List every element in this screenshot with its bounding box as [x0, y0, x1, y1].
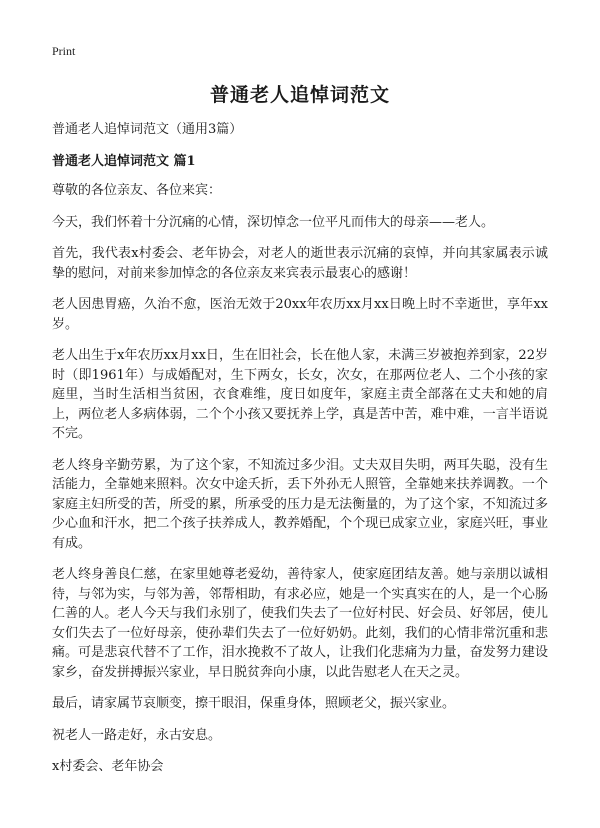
signature-line: x村委会、老年协会 [52, 759, 164, 774]
farewell-paragraph: 祝老人一路走好，永古安息。 [52, 727, 222, 743]
hardship-paragraph: 老人终身辛勤劳累，为了这个家，不知流过多少泪。丈夫双目失明，两耳失聪，没有生活能力，全靠她来照料。次女中途夭折，丢下外孙无人照管，全靠她来扶养调教。一个家庭主妇所受的苦，所受的累，所承受的压力是无法衡量的，为了这个家，不知流过多少心血和汗水，把二个孩子扶养成人，教养婚配，个个现已成家立业，家庭兴旺，事业有成。 [52, 457, 548, 551]
character-paragraph: 老人终身善良仁慈，在家里她尊老爱幼，善待家人，使家庭团结友善。她与亲朋以诚相待，与邻为实，与邻为善，邻帮相助，有求必应，她是一个实真实在的人，是一个心肠仁善的人。老人今天与我们永别了，使我们失去了一位好村民、好会员、好邻居，使儿女们失去了一位好母亲，使孙辈们失去了一位好奶奶。此刻，我们的心情非常沉重和悲痛。可是悲哀代替不了工作，泪水挽救不了故人，让我们化悲痛为力量，奋发努力建设家乡，奋发拼搏振兴家业，早日脱贫奔向小康，以此告慰老人在天之灵。 [52, 567, 548, 680]
print-link[interactable]: Print [52, 44, 76, 58]
passing-paragraph: 老人因患胃癌，久治不愈，医治无效于20xx年农历xx月xx日晚上时不幸逝世，享年xx岁。 [52, 297, 548, 332]
section-heading: 普通老人追悼词范文 篇1 [52, 154, 196, 169]
document-subtitle: 普通老人追悼词范文（通用3篇） [52, 122, 243, 137]
document-title: 普通老人追悼词范文 [209, 84, 390, 106]
greeting-paragraph: 尊敬的各位亲友、各位来宾： [52, 183, 222, 198]
closing-paragraph: 最后，请家属节哀顺变，擦干眼泪，保重身体，照顾老父，振兴家业。 [52, 696, 456, 711]
biography-paragraph: 老人出生于x年农历xx月xx日，生在旧社会，长在他人家，未满三岁被抱养到家，22岁时（即1961年）与成婚配对，生下两女，长女，次女，在那两位老人、二个小孩的家庭里，当时生活相当贫困，衣食难维，度日如度年，家庭主责全部落在丈夫和她的肩上，两位老人多病体弱，二个个小孩又要抚养上学，真是苦中苦，难中难，一言半语说不完。 [52, 348, 548, 441]
opening-paragraph: 今天，我们怀着十分沉痛的心情，深切悼念一位平凡而伟大的母亲——老人。 [52, 214, 495, 230]
condolence-paragraph: 首先，我代表x村委会、老年协会，对老人的逝世表示沉痛的哀悼，并向其家属表示诚挚的慰问，对前来参加悼念的各位亲友来宾表示最衷心的感谢！ [52, 246, 548, 281]
